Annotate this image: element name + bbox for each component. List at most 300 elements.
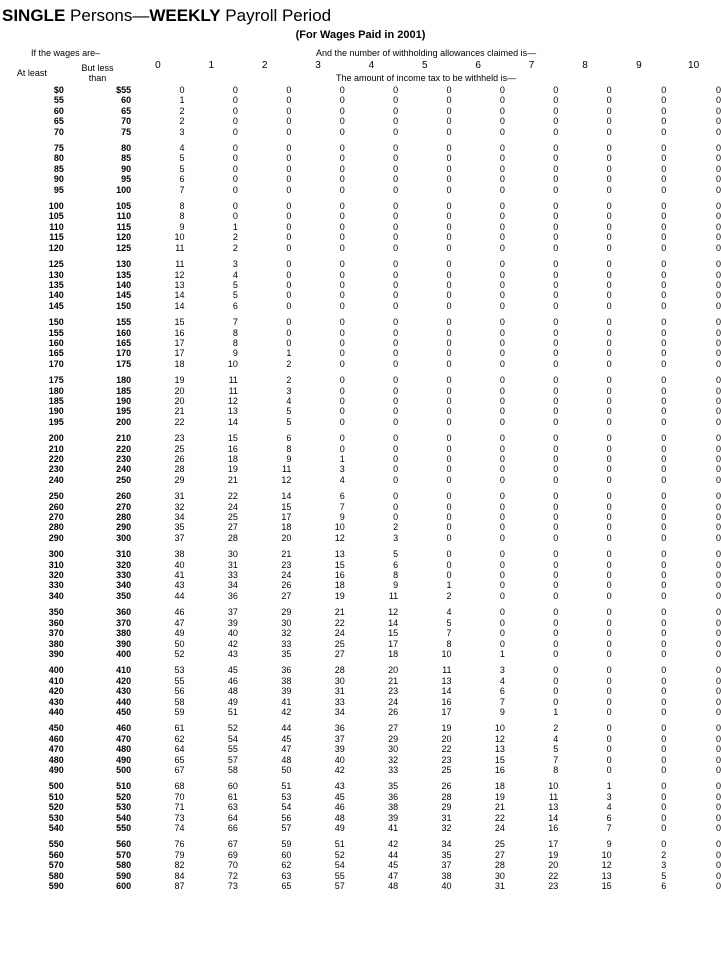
table-row	[0, 222, 721, 232]
cell-tax-allowance-2: 36	[281, 665, 292, 676]
cell-tax-allowance-0: 14	[174, 290, 185, 301]
table-row	[0, 744, 721, 754]
cell-but-less-than: 95	[121, 174, 132, 185]
header-row-columns	[0, 60, 721, 71]
cell-tax-allowance-1: 24	[227, 501, 238, 512]
cell-tax-allowance-10: 0	[715, 590, 721, 601]
cell-tax-allowance-3: 0	[339, 211, 345, 222]
cell-tax-allowance-1: 12	[227, 395, 238, 406]
table-row	[0, 755, 721, 765]
cell-tax-allowance-2: 9	[286, 454, 292, 464]
cell-tax-allowance-7: 0	[553, 501, 559, 512]
cell-tax-allowance-10: 0	[715, 269, 721, 280]
cell-tax-allowance-2: 62	[281, 860, 292, 871]
table-row	[0, 444, 721, 454]
cell-tax-allowance-6: 0	[499, 85, 505, 95]
cell-tax-allowance-9: 0	[661, 549, 667, 560]
cell-tax-allowance-1: 5	[232, 290, 238, 301]
cell-tax-allowance-1: 48	[227, 686, 238, 697]
cell-tax-allowance-3: 57	[334, 881, 345, 892]
cell-tax-allowance-1: 2	[232, 242, 238, 253]
cell-tax-allowance-4: 0	[393, 317, 399, 328]
cell-at-least: 390	[48, 648, 64, 659]
cell-at-least: 65	[53, 116, 64, 127]
cell-at-least: 70	[53, 126, 64, 137]
cell-tax-allowance-2: 29	[281, 607, 292, 618]
cell-tax-allowance-0: 11	[175, 242, 185, 253]
cell-tax-allowance-3: 0	[339, 163, 345, 174]
cell-tax-allowance-8: 0	[606, 675, 612, 686]
table-row	[0, 454, 721, 464]
cell-tax-allowance-6: 0	[499, 116, 505, 127]
cell-tax-allowance-2: 38	[281, 675, 292, 686]
cell-tax-allowance-1: 66	[227, 823, 238, 833]
cell-but-less-than: 310	[116, 549, 132, 560]
cell-but-less-than: 125	[116, 242, 132, 253]
table-row	[0, 734, 721, 744]
cell-tax-allowance-9: 0	[661, 665, 667, 676]
cell-tax-allowance-4: 0	[393, 375, 399, 386]
cell-tax-allowance-8: 0	[606, 242, 612, 253]
cell-tax-allowance-9: 0	[661, 300, 667, 311]
cell-tax-allowance-8: 0	[606, 105, 612, 116]
cell-tax-allowance-9: 0	[661, 375, 667, 386]
title-weekly: WEEKLY	[149, 6, 221, 25]
cell-tax-allowance-10: 0	[715, 474, 721, 485]
cell-tax-allowance-8: 0	[606, 580, 612, 591]
cell-tax-allowance-1: 0	[232, 143, 238, 154]
table-row	[0, 723, 721, 733]
cell-at-least: 240	[48, 474, 64, 485]
cell-tax-allowance-3: 19	[334, 590, 345, 601]
cell-tax-allowance-0: 28	[174, 464, 185, 475]
cell-tax-allowance-0: 65	[174, 754, 185, 765]
cell-tax-allowance-9: 0	[661, 823, 667, 833]
cell-tax-allowance-10: 0	[715, 501, 721, 512]
cell-tax-allowance-9: 0	[661, 501, 667, 512]
cell-tax-allowance-8: 0	[606, 375, 612, 386]
cell-tax-allowance-0: 84	[174, 870, 185, 881]
cell-tax-allowance-0: 34	[174, 512, 185, 523]
cell-tax-allowance-0: 18	[174, 358, 185, 369]
cell-tax-allowance-10: 0	[715, 686, 721, 697]
header-at-least: At least	[16, 67, 47, 78]
cell-tax-allowance-3: 40	[334, 754, 345, 765]
cell-tax-allowance-1: 9	[232, 348, 238, 359]
table-row	[0, 433, 721, 443]
cell-tax-allowance-8: 7	[606, 823, 612, 833]
cell-tax-allowance-2: 0	[286, 279, 292, 290]
cell-tax-allowance-8: 0	[606, 607, 612, 618]
cell-tax-allowance-6: 0	[499, 385, 505, 396]
cell-tax-allowance-4: 39	[388, 812, 399, 823]
cell-tax-allowance-3: 0	[339, 116, 345, 127]
table-row	[0, 417, 721, 427]
table-row	[0, 164, 721, 174]
cell-tax-allowance-5: 2	[446, 590, 452, 601]
cell-tax-allowance-4: 47	[388, 870, 399, 881]
cell-tax-allowance-1: 67	[227, 839, 238, 850]
cell-tax-allowance-8: 0	[606, 201, 612, 212]
cell-but-less-than: 135	[116, 269, 132, 280]
cell-tax-allowance-8: 0	[606, 464, 612, 475]
cell-tax-allowance-10: 0	[715, 464, 721, 475]
cell-tax-allowance-4: 0	[393, 406, 399, 417]
table-row	[0, 628, 721, 638]
cell-tax-allowance-1: 58	[227, 764, 238, 775]
cell-tax-allowance-1: 37	[227, 607, 238, 618]
cell-tax-allowance-6: 0	[499, 348, 505, 359]
cell-tax-allowance-0: 22	[174, 416, 185, 427]
cell-but-less-than: 580	[116, 860, 132, 871]
cell-tax-allowance-10: 0	[715, 454, 721, 464]
cell-tax-allowance-9: 0	[661, 607, 667, 618]
table-row	[0, 259, 721, 269]
cell-tax-allowance-6: 0	[499, 607, 505, 618]
cell-tax-allowance-1: 33	[227, 570, 238, 581]
cell-tax-allowance-10: 0	[715, 696, 721, 707]
cell-at-least: 175	[48, 375, 64, 386]
cell-tax-allowance-10: 0	[715, 522, 721, 533]
cell-tax-allowance-6: 30	[494, 870, 505, 881]
cell-tax-allowance-5: 0	[446, 416, 452, 427]
cell-tax-allowance-1: 64	[227, 812, 238, 823]
cell-tax-allowance-10: 0	[715, 754, 721, 765]
cell-but-less-than: 330	[116, 570, 132, 581]
cell-tax-allowance-8: 0	[606, 638, 612, 649]
cell-at-least: 520	[48, 802, 64, 813]
cell-at-least: 90	[53, 174, 64, 185]
header-row-top	[0, 46, 721, 60]
cell-tax-allowance-0: 13	[174, 279, 185, 290]
cell-tax-allowance-9: 0	[661, 675, 667, 686]
header-col-3: 3	[315, 60, 321, 71]
cell-tax-allowance-4: 0	[393, 501, 399, 512]
cell-tax-allowance-1: 5	[232, 279, 238, 290]
cell-tax-allowance-4: 36	[388, 791, 399, 802]
cell-tax-allowance-6: 24	[494, 823, 505, 833]
cell-tax-allowance-0: 41	[174, 570, 185, 581]
cell-tax-allowance-5: 0	[446, 559, 452, 570]
cell-but-less-than: 90	[121, 163, 132, 174]
cell-tax-allowance-9: 0	[661, 764, 667, 775]
cell-tax-allowance-6: 0	[499, 638, 505, 649]
cell-tax-allowance-10: 0	[715, 433, 721, 444]
cell-tax-allowance-10: 0	[715, 491, 721, 502]
cell-tax-allowance-7: 0	[553, 464, 559, 475]
cell-tax-allowance-8: 0	[606, 406, 612, 417]
cell-tax-allowance-7: 0	[553, 300, 559, 311]
cell-tax-allowance-3: 0	[339, 232, 345, 243]
cell-tax-allowance-3: 0	[339, 406, 345, 417]
cell-at-least: 480	[48, 754, 64, 765]
cell-tax-allowance-10: 0	[715, 744, 721, 755]
cell-tax-allowance-7: 0	[553, 491, 559, 502]
cell-tax-allowance-3: 0	[339, 279, 345, 290]
cell-tax-allowance-7: 8	[553, 764, 559, 775]
table-row	[0, 512, 721, 522]
cell-at-least: 115	[49, 232, 64, 243]
cell-tax-allowance-7: 0	[553, 406, 559, 417]
table-row	[0, 823, 721, 833]
cell-tax-allowance-0: 12	[174, 269, 185, 280]
cell-tax-allowance-10: 0	[715, 617, 721, 628]
cell-tax-allowance-7: 0	[553, 607, 559, 618]
cell-tax-allowance-2: 6	[286, 433, 292, 444]
cell-tax-allowance-2: 50	[281, 764, 292, 775]
cell-tax-allowance-9: 0	[661, 474, 667, 485]
cell-tax-allowance-9: 0	[661, 269, 667, 280]
cell-but-less-than: 210	[116, 433, 132, 444]
cell-tax-allowance-6: 0	[499, 358, 505, 369]
cell-tax-allowance-3: 0	[339, 443, 345, 454]
cell-tax-allowance-1: 1	[232, 221, 238, 232]
cell-tax-allowance-6: 0	[499, 290, 505, 301]
cell-tax-allowance-7: 0	[553, 85, 559, 95]
cell-tax-allowance-4: 0	[393, 242, 399, 253]
cell-at-least: 280	[48, 522, 64, 533]
cell-tax-allowance-3: 24	[334, 628, 345, 639]
cell-but-less-than: 400	[116, 648, 132, 659]
cell-tax-allowance-2: 0	[286, 143, 292, 154]
cell-at-least: 180	[48, 385, 64, 396]
cell-tax-allowance-0: 79	[174, 849, 185, 860]
cell-tax-allowance-10: 0	[715, 781, 721, 792]
cell-but-less-than: 170	[116, 348, 132, 359]
cell-tax-allowance-3: 0	[339, 143, 345, 154]
cell-at-least: 110	[49, 221, 64, 232]
cell-tax-allowance-1: 30	[227, 549, 238, 560]
cell-tax-allowance-7: 14	[548, 812, 559, 823]
table-row	[0, 533, 721, 543]
cell-tax-allowance-9: 0	[661, 570, 667, 581]
table-row	[0, 328, 721, 338]
title-persons-weekly: Persons—	[65, 6, 150, 25]
cell-tax-allowance-0: 1	[179, 95, 185, 106]
cell-tax-allowance-4: 0	[393, 300, 399, 311]
cell-tax-allowance-3: 0	[339, 385, 345, 396]
cell-tax-allowance-3: 0	[339, 184, 345, 195]
cell-tax-allowance-1: 3	[232, 259, 238, 270]
table-row	[0, 871, 721, 881]
table-row	[0, 95, 721, 105]
cell-tax-allowance-10: 0	[715, 512, 721, 523]
cell-tax-allowance-4: 18	[388, 648, 399, 659]
table-row	[0, 85, 721, 95]
cell-tax-allowance-2: 14	[281, 491, 292, 502]
cell-tax-allowance-10: 0	[715, 638, 721, 649]
cell-tax-allowance-3: 0	[339, 259, 345, 270]
cell-tax-allowance-4: 0	[393, 491, 399, 502]
cell-tax-allowance-6: 19	[494, 791, 505, 802]
cell-tax-allowance-7: 0	[553, 174, 559, 185]
cell-tax-allowance-4: 45	[388, 860, 399, 871]
cell-but-less-than: 370	[116, 617, 132, 628]
cell-tax-allowance-7: 0	[553, 242, 559, 253]
cell-tax-allowance-1: 57	[227, 754, 238, 765]
cell-tax-allowance-4: 0	[393, 512, 399, 523]
cell-at-least: 60	[53, 105, 64, 116]
header-col-7: 7	[528, 60, 535, 71]
cell-tax-allowance-4: 14	[388, 617, 399, 628]
cell-tax-allowance-4: 0	[393, 395, 399, 406]
cell-tax-allowance-2: 54	[281, 802, 292, 813]
cell-tax-allowance-8: 0	[606, 744, 612, 755]
cell-tax-allowance-2: 56	[281, 812, 292, 823]
cell-tax-allowance-1: 11	[228, 385, 238, 396]
cell-tax-allowance-5: 5	[446, 617, 452, 628]
cell-tax-allowance-7: 0	[553, 549, 559, 560]
cell-tax-allowance-5: 0	[446, 327, 452, 338]
cell-tax-allowance-1: 70	[227, 860, 238, 871]
cell-tax-allowance-5: 0	[446, 290, 452, 301]
cell-at-least: 160	[48, 337, 64, 348]
cell-tax-allowance-2: 60	[281, 849, 292, 860]
cell-at-least: 140	[48, 290, 64, 301]
cell-tax-allowance-9: 0	[661, 327, 667, 338]
cell-tax-allowance-8: 0	[606, 416, 612, 427]
cell-tax-allowance-8: 0	[606, 163, 612, 174]
cell-tax-allowance-7: 0	[553, 259, 559, 270]
cell-tax-allowance-4: 8	[393, 570, 399, 581]
cell-tax-allowance-0: 8	[179, 201, 185, 212]
cell-tax-allowance-10: 0	[715, 580, 721, 591]
cell-tax-allowance-10: 0	[715, 764, 721, 775]
cell-at-least: 360	[48, 617, 64, 628]
cell-tax-allowance-2: 59	[281, 839, 292, 850]
cell-tax-allowance-2: 1	[286, 348, 292, 359]
cell-tax-allowance-3: 37	[334, 733, 345, 744]
cell-tax-allowance-9: 0	[661, 464, 667, 475]
cell-at-least: 490	[48, 764, 64, 775]
cell-tax-allowance-4: 0	[393, 259, 399, 270]
cell-tax-allowance-1: 0	[232, 153, 238, 164]
cell-tax-allowance-1: 40	[227, 628, 238, 639]
cell-tax-allowance-7: 0	[553, 443, 559, 454]
cell-tax-allowance-6: 0	[499, 327, 505, 338]
cell-tax-allowance-8: 15	[601, 881, 612, 892]
cell-tax-allowance-8: 12	[601, 860, 612, 871]
cell-tax-allowance-3: 0	[339, 348, 345, 359]
cell-at-least: 330	[48, 580, 64, 591]
cell-tax-allowance-2: 0	[286, 300, 292, 311]
cell-tax-allowance-4: 0	[393, 163, 399, 174]
cell-tax-allowance-3: 45	[334, 791, 345, 802]
cell-tax-allowance-5: 0	[446, 532, 452, 543]
cell-at-least: 440	[48, 706, 64, 717]
table-row	[0, 174, 721, 184]
payroll-tax-table-page	[0, 6, 721, 969]
table-row	[0, 116, 721, 126]
cell-tax-allowance-10: 0	[715, 532, 721, 543]
cell-tax-allowance-7: 0	[553, 474, 559, 485]
cell-tax-allowance-7: 0	[553, 337, 559, 348]
cell-tax-allowance-4: 5	[393, 549, 399, 560]
cell-tax-allowance-3: 30	[334, 675, 345, 686]
cell-at-least: 75	[53, 143, 64, 154]
cell-tax-allowance-4: 3	[393, 532, 399, 543]
cell-tax-allowance-10: 0	[715, 395, 721, 406]
cell-tax-allowance-8: 0	[606, 628, 612, 639]
cell-tax-allowance-5: 0	[446, 491, 452, 502]
cell-tax-allowance-1: 55	[227, 744, 238, 755]
cell-tax-allowance-4: 6	[393, 559, 399, 570]
cell-tax-allowance-5: 0	[446, 105, 452, 116]
header-col-2: 2	[261, 60, 268, 71]
cell-tax-allowance-7: 0	[553, 648, 559, 659]
cell-tax-allowance-4: 42	[388, 839, 399, 850]
cell-but-less-than: 500	[116, 764, 132, 775]
cell-tax-allowance-8: 0	[606, 754, 612, 765]
cell-tax-allowance-8: 0	[606, 290, 612, 301]
cell-tax-allowance-6: 0	[499, 590, 505, 601]
cell-tax-allowance-1: 16	[227, 443, 238, 454]
cell-tax-allowance-6: 7	[499, 696, 505, 707]
cell-but-less-than: 160	[116, 327, 132, 338]
cell-tax-allowance-10: 0	[715, 839, 721, 850]
cell-tax-allowance-2: 32	[281, 628, 292, 639]
cell-tax-allowance-3: 48	[334, 812, 345, 823]
table-row	[0, 522, 721, 532]
cell-tax-allowance-5: 23	[441, 754, 452, 765]
cell-but-less-than: 80	[121, 143, 132, 154]
cell-tax-allowance-2: 0	[286, 337, 292, 348]
cell-tax-allowance-7: 0	[553, 105, 559, 116]
cell-tax-allowance-4: 0	[393, 85, 399, 95]
cell-tax-allowance-8: 0	[606, 317, 612, 328]
cell-tax-allowance-8: 0	[606, 474, 612, 485]
header-than: than	[88, 72, 107, 83]
cell-tax-allowance-8: 0	[606, 184, 612, 195]
header-col-5: 5	[422, 60, 428, 71]
cell-tax-allowance-3: 25	[334, 638, 345, 649]
cell-tax-allowance-5: 0	[446, 300, 452, 311]
cell-tax-allowance-8: 3	[606, 791, 612, 802]
cell-tax-allowance-10: 0	[715, 116, 721, 127]
table-row	[0, 580, 721, 590]
cell-tax-allowance-6: 12	[494, 733, 505, 744]
cell-tax-allowance-5: 16	[441, 696, 452, 707]
cell-tax-allowance-3: 3	[339, 464, 345, 475]
cell-tax-allowance-9: 0	[661, 839, 667, 850]
cell-but-less-than: 195	[116, 406, 132, 417]
cell-tax-allowance-0: 56	[174, 686, 185, 697]
cell-at-least: 80	[53, 153, 64, 164]
cell-tax-allowance-0: 53	[174, 665, 185, 676]
cell-tax-allowance-4: 0	[393, 358, 399, 369]
cell-tax-allowance-4: 0	[393, 153, 399, 164]
cell-tax-allowance-4: 41	[388, 823, 399, 833]
table-row	[0, 243, 721, 253]
cell-tax-allowance-2: 2	[286, 375, 292, 386]
cell-at-least: 430	[48, 696, 64, 707]
cell-tax-allowance-8: 0	[606, 549, 612, 560]
cell-tax-allowance-10: 0	[715, 348, 721, 359]
cell-but-less-than: 520	[116, 791, 132, 802]
cell-tax-allowance-5: 0	[446, 385, 452, 396]
table-row	[0, 464, 721, 474]
cell-tax-allowance-7: 0	[553, 522, 559, 533]
cell-tax-allowance-1: 13	[227, 406, 238, 417]
cell-tax-allowance-7: 0	[553, 675, 559, 686]
cell-tax-allowance-1: 39	[227, 617, 238, 628]
cell-at-least: 85	[53, 163, 64, 174]
cell-tax-allowance-4: 0	[393, 232, 399, 243]
cell-tax-allowance-3: 0	[339, 126, 345, 137]
cell-tax-allowance-3: 0	[339, 153, 345, 164]
cell-tax-allowance-7: 0	[553, 433, 559, 444]
cell-tax-allowance-0: 11	[175, 259, 185, 270]
